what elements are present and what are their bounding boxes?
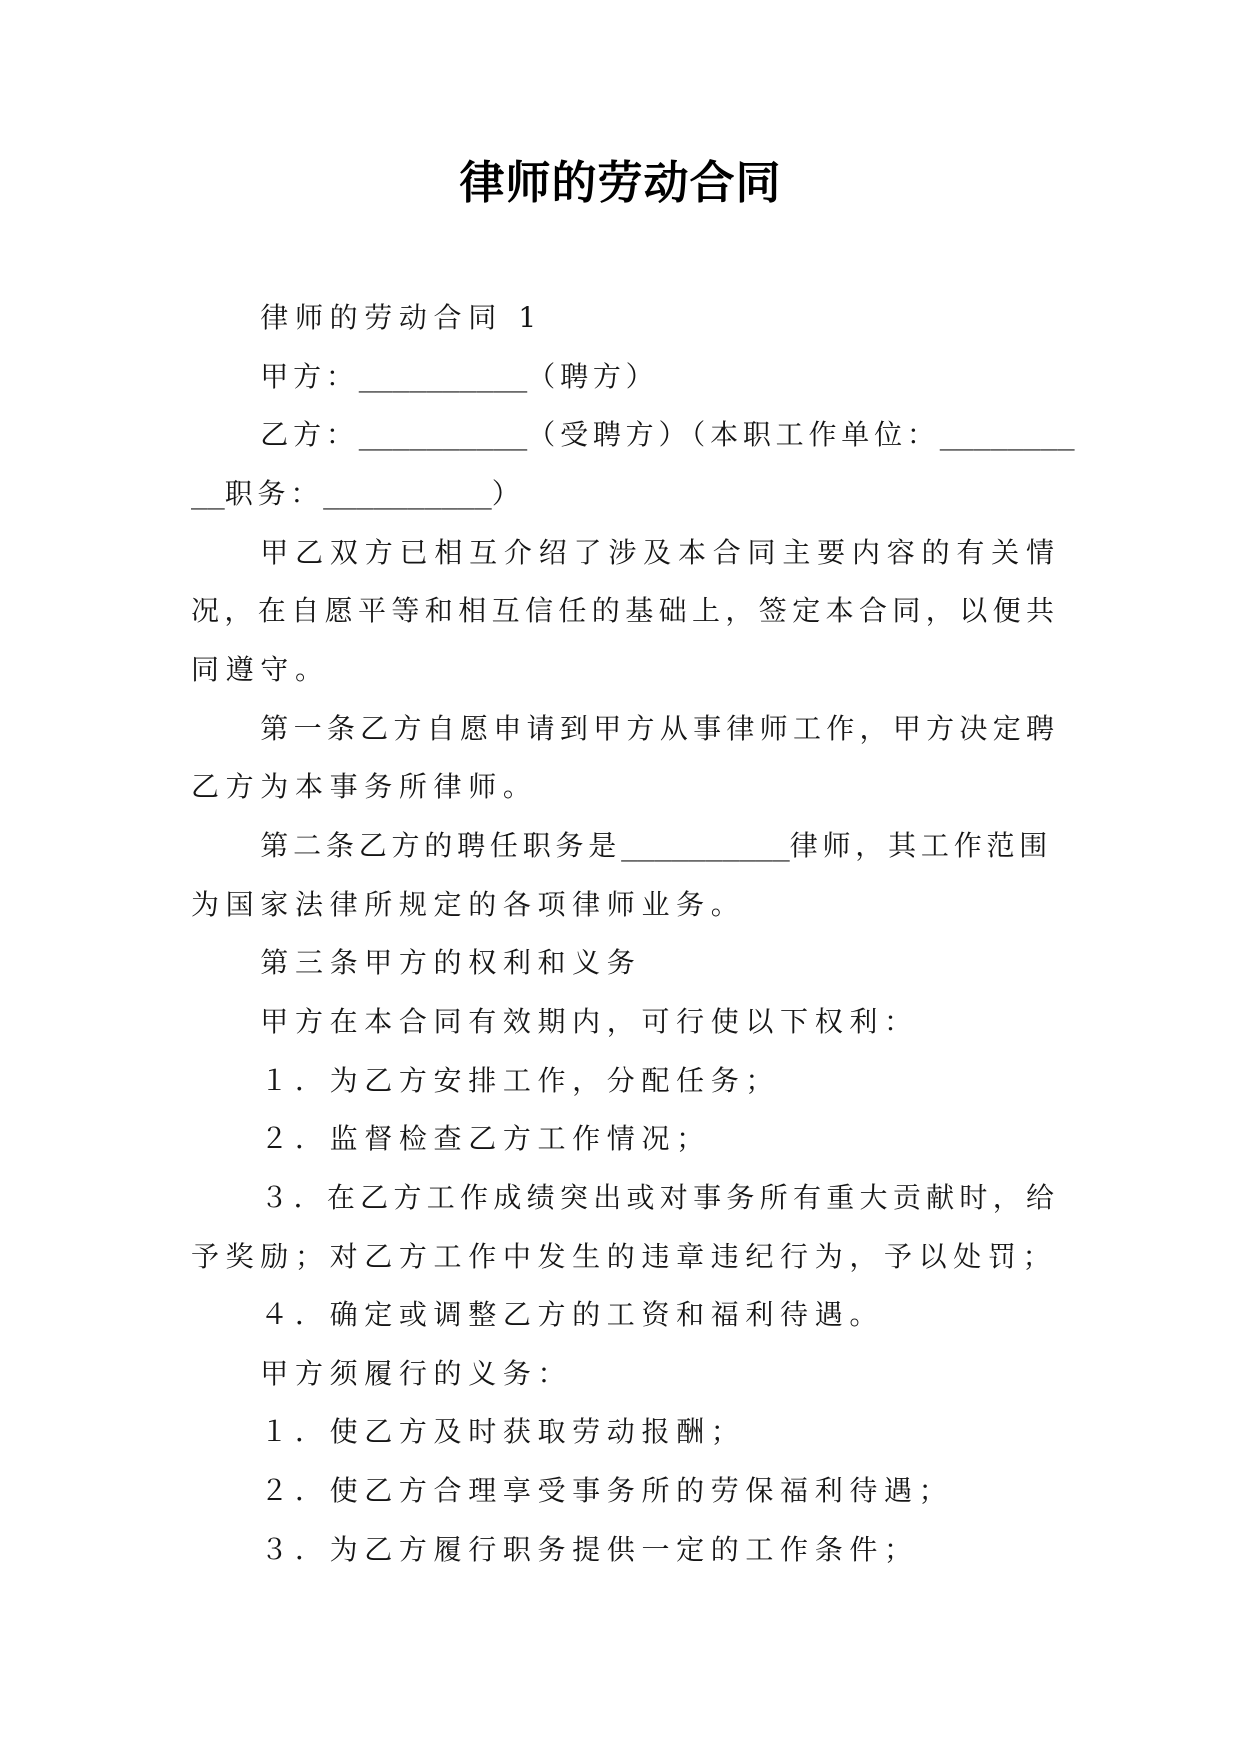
text-line: 律师的劳动合同 1 — [260, 301, 543, 334]
text-line: ２．监督检查乙方工作情况； — [260, 1122, 711, 1156]
party-a — [191, 348, 1057, 407]
text-line: 况，在自愿平等和相互信任的基础上，签定本合同，以便共 — [191, 594, 1057, 628]
text-line: ４．确定或调整乙方的工资和福利待遇。 — [260, 1298, 884, 1332]
text-line: 甲乙双方已相互介绍了涉及本合同主要内容的有关情 — [260, 535, 1057, 569]
blank-field: __________ — [323, 476, 492, 510]
text-line: __职务：__________） — [191, 476, 525, 510]
blank-field: __________ — [358, 418, 528, 452]
duty-item-1 — [191, 1403, 1057, 1462]
text-line: 予奖励；对乙方工作中发生的违章违纪行为，予以处罚； — [191, 1239, 1058, 1273]
document-title: 律师的劳动合同 — [459, 156, 782, 209]
text-line: 甲方：__________（聘方） — [260, 359, 659, 393]
text-line: 同遵守。 — [191, 652, 330, 686]
blank-field: ________ — [939, 418, 1075, 452]
blank-field: __________ — [621, 828, 790, 862]
right-item-2 — [191, 1110, 1057, 1169]
duty-item-3 — [191, 1521, 1057, 1580]
text-line: １．使乙方及时获取劳动报酬； — [260, 1415, 746, 1449]
text-line: 甲方在本合同有效期内，可行使以下权利： — [260, 1004, 919, 1038]
text-line: 乙方：__________（受聘方）（本职工作单位：________ — [260, 418, 1075, 452]
contract-heading — [191, 289, 1057, 348]
text-line: ３．为乙方履行职务提供一定的工作条件； — [260, 1532, 919, 1566]
text-line: 第一条乙方自愿申请到甲方从事律师工作，甲方决定聘 — [260, 711, 1057, 745]
right-item-1 — [191, 1052, 1057, 1111]
duty-item-2 — [191, 1462, 1057, 1521]
text-line: ３．在乙方工作成绩突出或对事务所有重大贡献时，给 — [260, 1180, 1057, 1214]
text-line: 为国家法律所规定的各项律师业务。 — [191, 887, 746, 921]
preamble — [191, 524, 1057, 700]
party-a-rights-intro — [191, 993, 1057, 1052]
text-line: １．为乙方安排工作，分配任务； — [260, 1063, 781, 1097]
article-2 — [191, 817, 1057, 934]
document-body — [191, 289, 1075, 1579]
text-line: 甲方须履行的义务： — [260, 1356, 573, 1390]
text-line: 第三条甲方的权利和义务 — [260, 946, 642, 980]
party-a-duties-intro — [191, 1345, 1057, 1404]
blank-field: __________ — [358, 359, 528, 393]
right-item-3 — [191, 1169, 1057, 1286]
text-line: 乙方为本事务所律师。 — [191, 770, 538, 804]
right-item-4 — [191, 1286, 1057, 1345]
party-b — [191, 406, 1075, 523]
text-line: 第二条乙方的聘任职务是__________律师，其工作范围 — [260, 828, 1053, 862]
article-3-heading — [191, 934, 1057, 993]
article-1 — [191, 700, 1057, 817]
blank-field: __ — [191, 476, 225, 510]
text-line: ２．使乙方合理享受事务所的劳保福利待遇； — [260, 1474, 954, 1508]
